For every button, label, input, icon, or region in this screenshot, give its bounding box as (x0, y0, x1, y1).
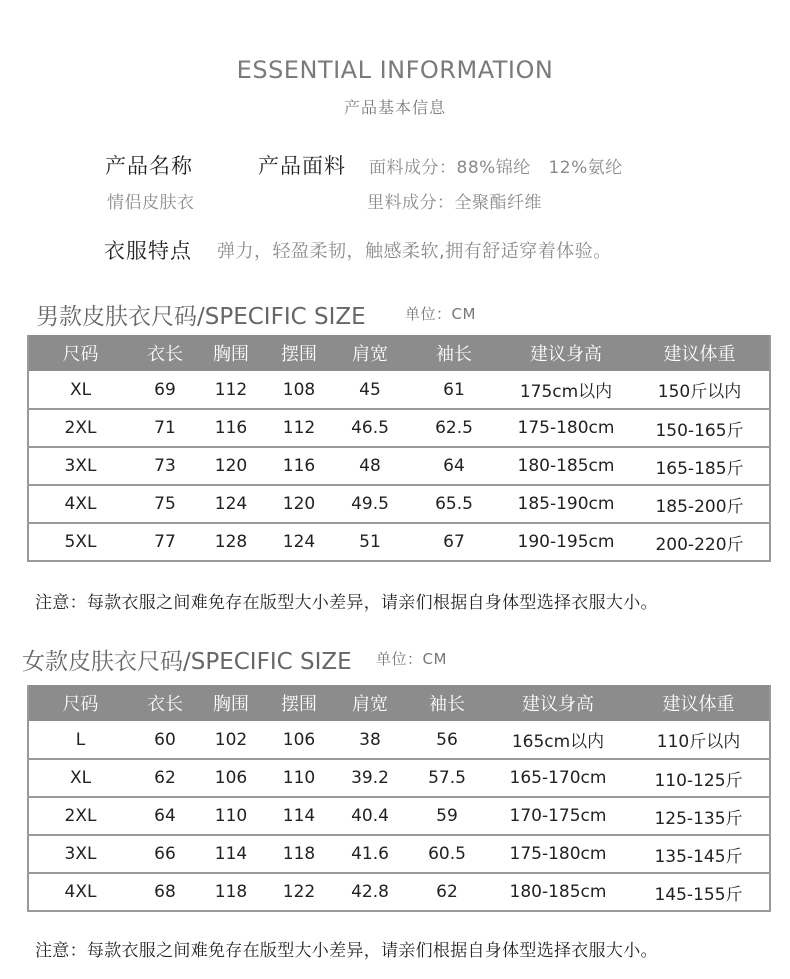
table-cell: 165-170cm (488, 759, 628, 797)
table-cell: 170-175cm (488, 797, 628, 835)
table-row (28, 797, 770, 835)
col-header: 衣长 (132, 685, 198, 721)
table-cell: 45 (334, 371, 406, 409)
table-row (28, 409, 770, 447)
table-cell: 124 (198, 485, 264, 523)
table-cell: 112 (198, 371, 264, 409)
col-header: 建议体重 (630, 335, 770, 371)
table-cell: 57.5 (406, 759, 488, 797)
table-cell: 61 (406, 371, 502, 409)
men-note: 注意：每款衣服之间难免存在版型大小差异，请亲们根据自身体型选择衣服大小。 (35, 593, 658, 613)
table-cell: XL (28, 371, 132, 409)
table-cell: 73 (132, 447, 198, 485)
table-cell: 120 (198, 447, 264, 485)
table-cell: XL (28, 759, 132, 797)
table-cell: 3XL (28, 447, 132, 485)
table-cell: 38 (334, 721, 406, 759)
table-cell: 65.5 (406, 485, 502, 523)
col-header: 衣长 (132, 335, 198, 371)
table-cell: 42.8 (334, 873, 406, 911)
table-cell: 145-155斤 (628, 873, 770, 911)
fabric-line-2: 里料成分：全聚酯纤维 (367, 193, 542, 213)
table-cell: 75 (132, 485, 198, 523)
col-header: 建议身高 (502, 335, 630, 371)
table-cell: 56 (406, 721, 488, 759)
hero-subtitle: 产品基本信息 (343, 98, 446, 117)
table-cell: 110-125斤 (628, 759, 770, 797)
product-name-label: 产品名称 (105, 154, 193, 178)
table-cell: 135-145斤 (628, 835, 770, 873)
men-unit: 单位：CM (405, 305, 476, 323)
table-cell: 110 (264, 759, 334, 797)
table-cell: 175cm以内 (502, 371, 630, 409)
table-cell: 110 (198, 797, 264, 835)
table-cell: 200-220斤 (630, 523, 770, 561)
table-cell: 190-195cm (502, 523, 630, 561)
table-cell: 150-165斤 (630, 409, 770, 447)
table-cell: 118 (264, 835, 334, 873)
table-cell: 175-180cm (488, 835, 628, 873)
hero-title: ESSENTIAL INFORMATION (236, 56, 554, 84)
table-cell: 66 (132, 835, 198, 873)
table-cell: 116 (198, 409, 264, 447)
table-cell: 122 (264, 873, 334, 911)
women-section-title: 女款皮肤衣尺码/SPECIFIC SIZE (22, 649, 352, 675)
table-cell: 150斤以内 (630, 371, 770, 409)
women-note: 注意：每款衣服之间难免存在版型大小差异，请亲们根据自身体型选择衣服大小。 (35, 941, 658, 961)
table-cell: 114 (198, 835, 264, 873)
table-cell: 180-185cm (502, 447, 630, 485)
table-cell: 4XL (28, 485, 132, 523)
table-cell: 77 (132, 523, 198, 561)
table-cell: 41.6 (334, 835, 406, 873)
table-cell: 49.5 (334, 485, 406, 523)
table-cell: 40.4 (334, 797, 406, 835)
table-cell: 68 (132, 873, 198, 911)
men-section-title: 男款皮肤衣尺码/SPECIFIC SIZE (36, 304, 366, 330)
feature-value: 弹力，轻盈柔韧，触感柔软,拥有舒适穿着体验。 (217, 241, 612, 262)
table-cell: 165-185斤 (630, 447, 770, 485)
women-size-table (27, 685, 771, 912)
table-cell: 185-190cm (502, 485, 630, 523)
table-cell: 39.2 (334, 759, 406, 797)
table-row (28, 835, 770, 873)
col-header: 尺码 (28, 335, 132, 371)
fabric-label: 产品面料 (258, 154, 346, 178)
col-header: 摆围 (264, 335, 334, 371)
feature-label: 衣服特点 (104, 239, 192, 263)
table-row (28, 485, 770, 523)
col-header: 袖长 (406, 335, 502, 371)
table-cell: 175-180cm (502, 409, 630, 447)
women-unit: 单位：CM (376, 650, 447, 668)
col-header: 尺码 (28, 685, 132, 721)
table-cell: 62 (406, 873, 488, 911)
col-header: 摆围 (264, 685, 334, 721)
col-header: 建议体重 (628, 685, 770, 721)
table-cell: 108 (264, 371, 334, 409)
table-cell: 112 (264, 409, 334, 447)
table-cell: 62 (132, 759, 198, 797)
table-cell: 69 (132, 371, 198, 409)
col-header: 肩宽 (334, 685, 406, 721)
table-cell: 165cm以内 (488, 721, 628, 759)
table-cell: 125-135斤 (628, 797, 770, 835)
table-cell: 2XL (28, 409, 132, 447)
table-row (28, 873, 770, 911)
col-header: 袖长 (406, 685, 488, 721)
table-cell: 51 (334, 523, 406, 561)
table-row (28, 371, 770, 409)
table-row (28, 447, 770, 485)
col-header: 肩宽 (334, 335, 406, 371)
table-cell: 118 (198, 873, 264, 911)
table-cell: 114 (264, 797, 334, 835)
table-cell: 71 (132, 409, 198, 447)
table-cell: 116 (264, 447, 334, 485)
col-header: 胸围 (198, 685, 264, 721)
table-cell: 110斤以内 (628, 721, 770, 759)
table-cell: 120 (264, 485, 334, 523)
men-size-table (27, 335, 771, 562)
table-cell: 3XL (28, 835, 132, 873)
table-cell: 185-200斤 (630, 485, 770, 523)
product-name-value: 情侣皮肤衣 (107, 193, 195, 213)
table-cell: 128 (198, 523, 264, 561)
col-header: 建议身高 (488, 685, 628, 721)
table-row (28, 759, 770, 797)
table-cell: 60 (132, 721, 198, 759)
table-cell: 64 (132, 797, 198, 835)
table-cell: 62.5 (406, 409, 502, 447)
table-cell: L (28, 721, 132, 759)
table-row (28, 523, 770, 561)
table-cell: 5XL (28, 523, 132, 561)
table-row (28, 721, 770, 759)
table-cell: 67 (406, 523, 502, 561)
table-cell: 106 (264, 721, 334, 759)
women-header-row (28, 685, 770, 721)
table-cell: 102 (198, 721, 264, 759)
fabric-line-1: 面料成分：88%锦纶 12%氨纶 (369, 158, 623, 178)
table-cell: 60.5 (406, 835, 488, 873)
table-cell: 46.5 (334, 409, 406, 447)
col-header: 胸围 (198, 335, 264, 371)
table-cell: 106 (198, 759, 264, 797)
men-header-row (28, 335, 770, 371)
table-cell: 64 (406, 447, 502, 485)
table-cell: 180-185cm (488, 873, 628, 911)
table-cell: 48 (334, 447, 406, 485)
table-cell: 4XL (28, 873, 132, 911)
table-cell: 2XL (28, 797, 132, 835)
table-cell: 59 (406, 797, 488, 835)
table-cell: 124 (264, 523, 334, 561)
